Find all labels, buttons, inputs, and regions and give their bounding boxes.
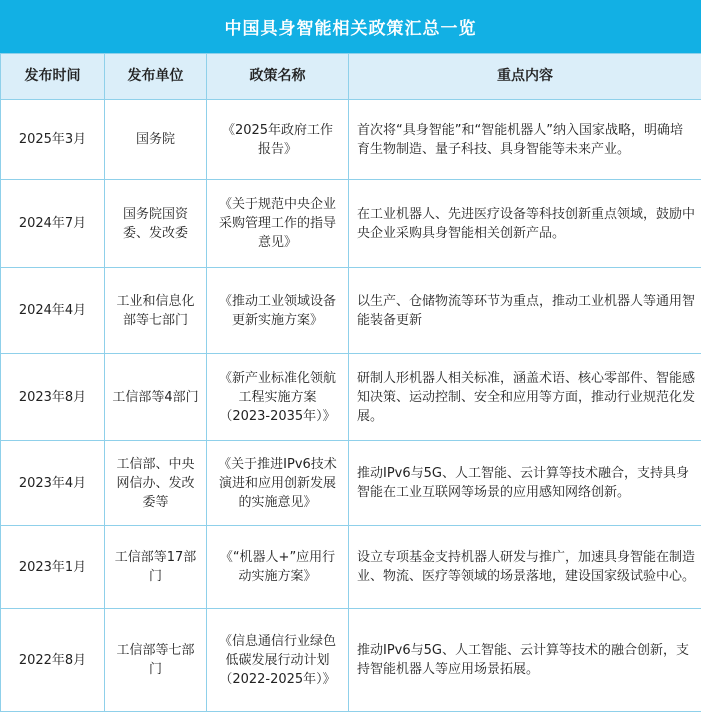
table-title: 中国具身智能相关政策汇总一览	[0, 0, 701, 53]
cell-content: 设立专项基金支持机器人研发与推广，加速具身智能在制造业、物流、医疗等领域的场景落地，建设国家级试验中心。	[349, 526, 701, 609]
cell-date: 2025年3月	[1, 100, 105, 180]
cell-policy: 《关于推进IPv6技术演进和应用创新发展的实施意见》	[207, 441, 349, 526]
cell-policy: 《“机器人+”应用行动实施方案》	[207, 526, 349, 609]
header-unit: 发布单位	[105, 54, 207, 100]
cell-unit: 工信部、中央网信办、发改委等	[105, 441, 207, 526]
cell-unit: 国务院	[105, 100, 207, 180]
cell-policy: 《推动工业领域设备更新实施方案》	[207, 268, 349, 354]
policy-table	[0, 53, 701, 712]
cell-date: 2023年1月	[1, 526, 105, 609]
cell-unit: 工信部等七部门	[105, 609, 207, 712]
table-row	[1, 268, 701, 354]
header-date: 发布时间	[1, 54, 105, 100]
cell-unit: 工信部等17部门	[105, 526, 207, 609]
cell-policy: 《2025年政府工作报告》	[207, 100, 349, 180]
cell-content: 以生产、仓储物流等环节为重点，推动工业机器人等通用智能装备更新	[349, 268, 701, 354]
cell-policy: 《信息通信行业绿色低碳发展行动计划（2022-2025年）》	[207, 609, 349, 712]
cell-policy: 《关于规范中央企业采购管理工作的指导意见》	[207, 180, 349, 268]
table-row	[1, 441, 701, 526]
cell-date: 2024年4月	[1, 268, 105, 354]
cell-content: 推动IPv6与5G、人工智能、云计算等技术的融合创新，支持智能机器人等应用场景拓展。	[349, 609, 701, 712]
cell-date: 2023年4月	[1, 441, 105, 526]
cell-content: 研制人形机器人相关标准，涵盖术语、核心零部件、智能感知决策、运动控制、安全和应用等方面，推动行业规范化发展。	[349, 354, 701, 441]
header-policy: 政策名称	[207, 54, 349, 100]
cell-content: 首次将“具身智能”和“智能机器人”纳入国家战略，明确培育生物制造、量子科技、具身智能等未来产业。	[349, 100, 701, 180]
cell-content: 推动IPv6与5G、人工智能、云计算等技术融合，支持具身智能在工业互联网等场景的应用感知网络创新。	[349, 441, 701, 526]
cell-unit: 工业和信息化部等七部门	[105, 268, 207, 354]
table-row	[1, 526, 701, 609]
cell-content: 在工业机器人、先进医疗设备等科技创新重点领域，鼓励中央企业采购具身智能相关创新产品。	[349, 180, 701, 268]
table-row	[1, 354, 701, 441]
cell-unit: 工信部等4部门	[105, 354, 207, 441]
table-row	[1, 100, 701, 180]
cell-date: 2024年7月	[1, 180, 105, 268]
table-row	[1, 609, 701, 712]
cell-date: 2023年8月	[1, 354, 105, 441]
cell-date: 2022年8月	[1, 609, 105, 712]
header-content: 重点内容	[349, 54, 701, 100]
cell-policy: 《新产业标准化领航工程实施方案（2023-2035年）》	[207, 354, 349, 441]
header-row	[1, 54, 701, 100]
cell-unit: 国务院国资委、发改委	[105, 180, 207, 268]
table-row	[1, 180, 701, 268]
